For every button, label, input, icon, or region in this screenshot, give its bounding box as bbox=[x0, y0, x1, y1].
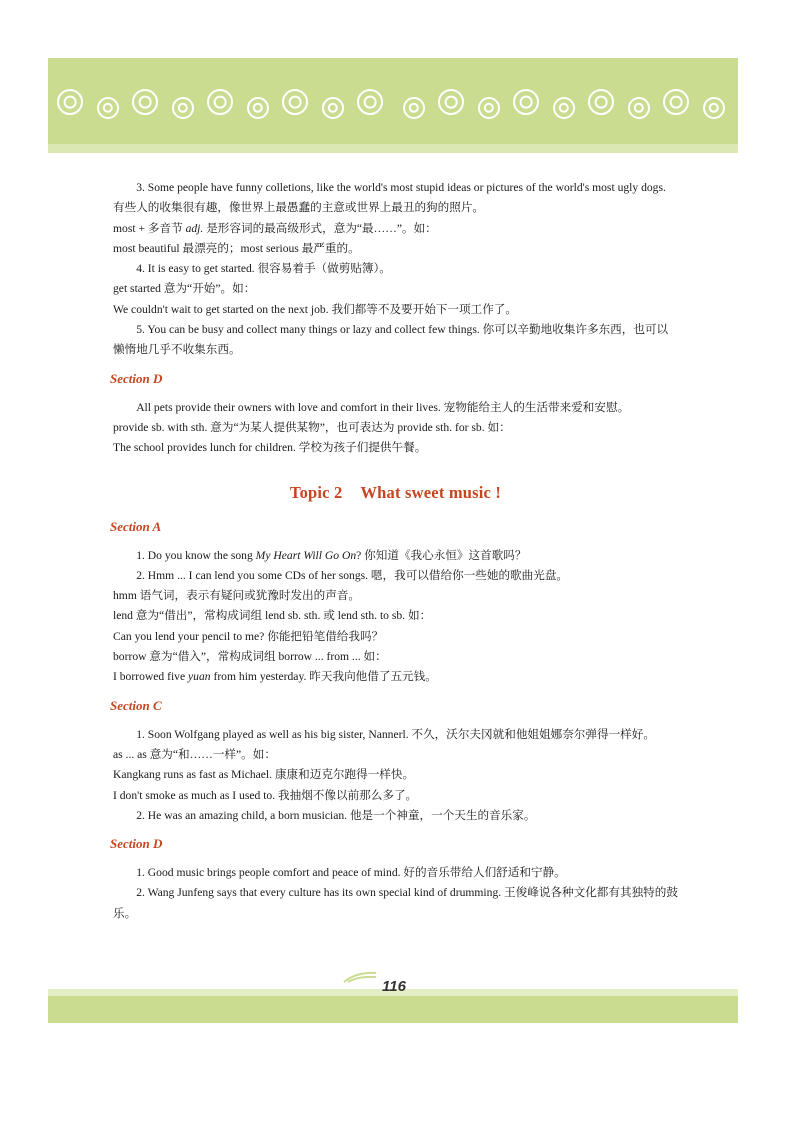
circle-ornament bbox=[322, 97, 344, 119]
lend-example: Can you lend your pencil to me? 你能把铅笔借给我吗？ bbox=[113, 629, 384, 643]
section-c-sentence-2: 2. He was an amazing child, a born musician. 他是一个神童，一个天生的音乐家。 bbox=[136, 808, 536, 822]
page-content bbox=[110, 178, 678, 924]
circle-ornament bbox=[588, 89, 614, 115]
circle-ornament bbox=[478, 97, 500, 119]
section-c-heading: Section C bbox=[110, 697, 162, 713]
topic-label: Topic 2 bbox=[289, 482, 343, 502]
note-3-example: most beautiful 最漂亮的；most serious 最严重的。 bbox=[113, 241, 360, 255]
circle-ornament bbox=[663, 89, 689, 115]
topic-title bbox=[113, 481, 678, 505]
circle-ornament bbox=[132, 89, 158, 115]
note-4: 4. It is easy to get started. 很容易着手（做剪贴簿）。 bbox=[136, 262, 391, 276]
circle-ornament bbox=[703, 97, 725, 119]
section-a-sentence-2: 2. Hmm ... I can lend you some CDs of her songs. 嗯，我可以借给你一些她的歌曲光盘。 bbox=[136, 568, 569, 582]
circle-ornament bbox=[282, 89, 308, 115]
circle-ornament bbox=[172, 97, 194, 119]
note-4-explanation: get started 意为“开始”。如： bbox=[113, 282, 256, 296]
section-d-heading: Section D bbox=[110, 370, 163, 386]
section-c-sentence-1: 1. Soon Wolfgang played as well as his big sister, Nannerl. 不久，沃尔夫冈就和他姐姐娜奈尔弹得一样好。 bbox=[136, 727, 655, 741]
section-d2-heading: Section D bbox=[110, 836, 163, 852]
circle-ornament bbox=[553, 97, 575, 119]
circle-ornament bbox=[97, 97, 119, 119]
section-d-sentence-1: All pets provide their owners with love and comfort in their lives. 宠物能给主人的生活带来爱和安慰。 bbox=[136, 400, 630, 414]
circle-ornament bbox=[628, 97, 650, 119]
yuan-word: yuan bbox=[188, 670, 211, 684]
decorative-circle-row bbox=[52, 86, 732, 122]
lend-note: lend 意为“借出”，常构成词组 lend sb. sth. 或 lend sth. to sb. 如： bbox=[113, 609, 432, 623]
circle-ornament bbox=[438, 89, 464, 115]
header-banner-stripe bbox=[48, 144, 738, 153]
topic-name: What sweet music ! bbox=[360, 482, 502, 502]
circle-ornament bbox=[357, 89, 383, 115]
circle-ornament bbox=[247, 97, 269, 119]
as-as-example-2: I don't smoke as much as I used to. 我抽烟不像以前那么多了。 bbox=[113, 788, 418, 802]
page-number: 116 bbox=[382, 978, 406, 995]
note-3: 3. Some people have funny colletions, like the world's most stupid ideas or pictures of the world's most ugly dogs. 有些人的收集很有趣，像世界上最愚蠢的主意或世界上最丑的狗的照片。 bbox=[113, 181, 666, 215]
song-title: My Heart Will Go On bbox=[255, 548, 357, 562]
section-d-explanation: provide sb. with sth. 意为“为某人提供某物”，也可表达为 provide sth. for sb. 如： bbox=[113, 420, 511, 434]
text: 是形容词的最高级形式，意为“最……”。如： bbox=[203, 221, 437, 235]
note-3-explanation bbox=[113, 219, 678, 239]
section-a-heading: Section A bbox=[110, 518, 162, 534]
as-as-note: as ... as 意为“和……一样”。如： bbox=[113, 747, 276, 761]
as-as-example-1: Kangkang runs as fast as Michael. 康康和迈克尔跑得一样快。 bbox=[113, 768, 415, 782]
hmm-note: hmm 语气词，表示有疑问或犹豫时发出的声音。 bbox=[113, 589, 361, 603]
circle-ornament bbox=[513, 89, 539, 115]
circle-ornament bbox=[403, 97, 425, 119]
borrow-note: borrow 意为“借入”，常构成词组 borrow ... from ... 如： bbox=[113, 650, 387, 664]
circle-ornament bbox=[57, 89, 83, 115]
text: I borrowed five bbox=[113, 670, 189, 684]
note-4-example: We couldn't wait to get started on the next job. 我们都等不及要开始下一项工作了。 bbox=[113, 302, 517, 316]
text: 1. Do you know the song bbox=[136, 548, 256, 562]
section-d2-sentence-2: 2. Wang Junfeng says that every culture has its own special kind of drumming. 王俊峰说各种文化都有其独特的鼓乐。 bbox=[113, 886, 678, 920]
adj-abbrev: adj. bbox=[185, 221, 204, 235]
section-d2-sentence-1: 1. Good music brings people comfort and peace of mind. 好的音乐带给人们舒适和宁静。 bbox=[136, 866, 566, 880]
note-5: 5. You can be busy and collect many things or lazy and collect few things. 你可以辛勤地收集许多东西，也可以懒惰地几乎不收集东西。 bbox=[113, 323, 669, 357]
circle-ornament bbox=[207, 89, 233, 115]
text: most + 多音节 bbox=[113, 221, 186, 235]
section-a-sentence-1 bbox=[113, 546, 678, 566]
text: from him yesterday. 昨天我向他借了五元钱。 bbox=[210, 670, 437, 684]
text: ? 你知道《我心永恒》这首歌吗？ bbox=[356, 548, 527, 562]
borrow-example bbox=[113, 667, 678, 687]
section-d-example: The school provides lunch for children. 学校为孩子们提供午餐。 bbox=[113, 441, 427, 455]
